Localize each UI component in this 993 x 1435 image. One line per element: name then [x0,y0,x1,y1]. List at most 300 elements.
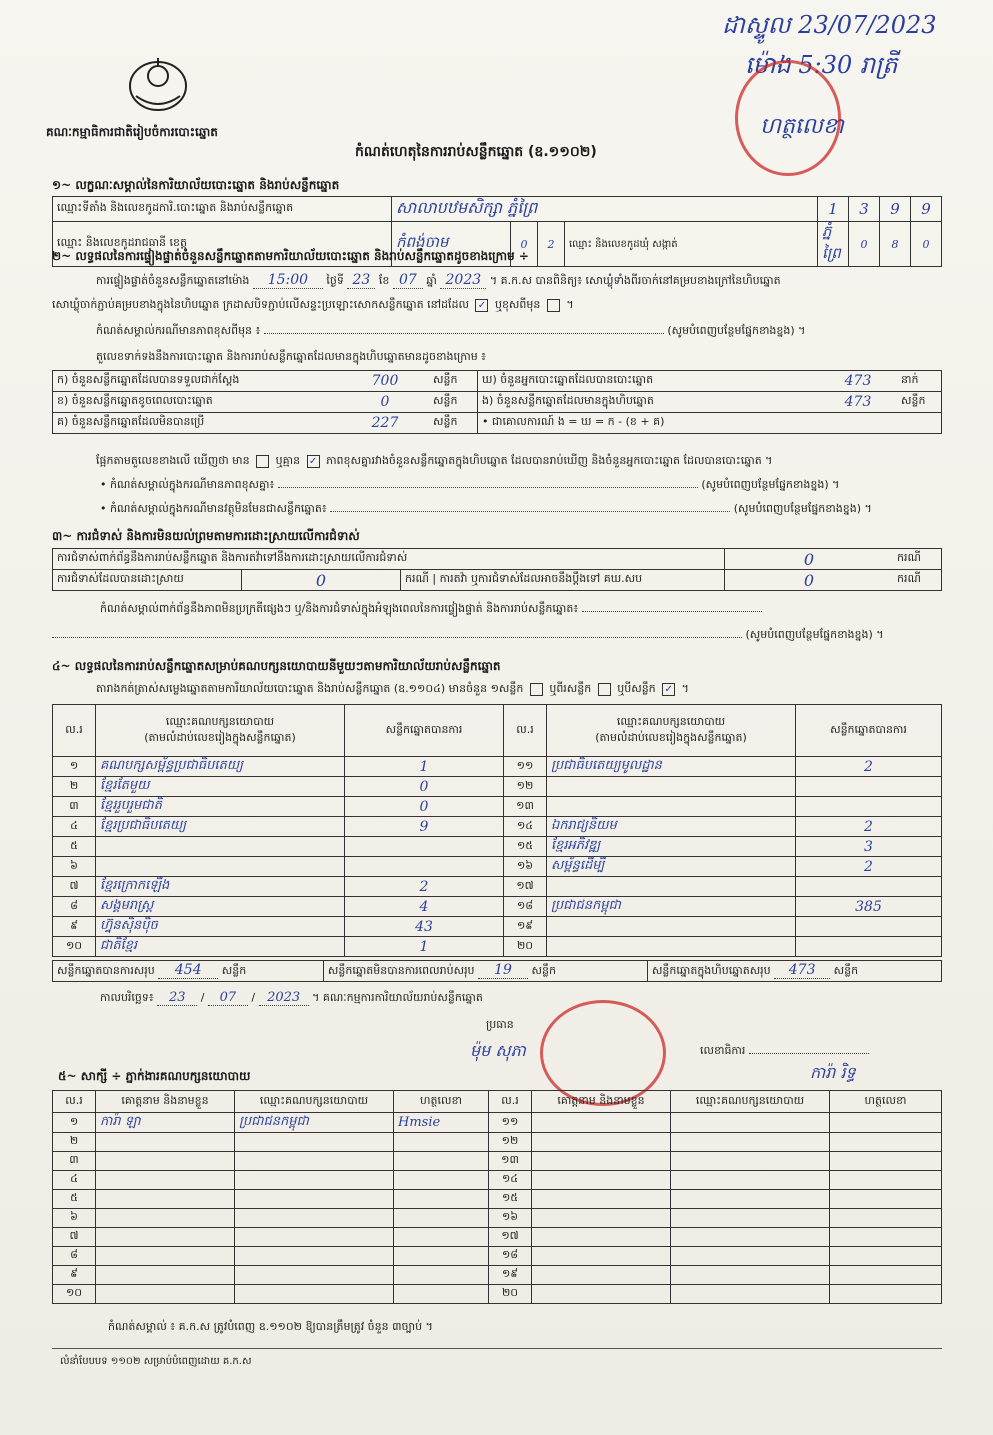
location-code-1: 1 [818,197,849,222]
footer-form-label: លំនាំបែបបទ ១១០២ សម្រាប់បំពេញដោយ គ.ក.ស [60,1356,252,1367]
section5-title: ៥~ សាក្សី ÷ ភ្នាក់ងារគណបក្សនយោបាយ [58,1069,251,1083]
witness-sign [394,1266,489,1285]
witness-no: ៨ [53,1247,96,1266]
witness-name [96,1266,235,1285]
figures-row [53,413,942,434]
result-votes-right [796,917,942,937]
result-no-right: ១៨ [504,897,547,917]
seal-text: សោឃ្លុំចាក់ភ្ជាប់គម្របខាងក្នុងនៃហិបឆ្នោត ក្រដាសបិទភ្ជាប់លើសន្ទះប្រឡោះសោកសន្លឹកឆ្នោត នៅដដែល [52,298,469,311]
two-sheet-label: ឬពីរសន្លឹក [549,682,592,695]
verification-day: 23 [347,272,375,289]
result-party-right [547,937,796,957]
witness-no: ៧ [53,1228,96,1247]
result-party-right [547,797,796,817]
total-valid-value: 454 [158,962,218,979]
witness-name-right [532,1228,671,1247]
witness-name-right [532,1190,671,1209]
secretary-label: លេខាធិការ [700,1044,746,1057]
result-no: ១០ [53,937,96,957]
date-label: កាលបរិច្ឆេទ៖ [100,991,154,1004]
verification-month: 07 [393,272,423,289]
footer-divider [52,1348,942,1349]
result-party-right: ឯករាជ្យនិយម [547,817,796,837]
complaints-label: ការជំទាស់ពាក់ព័ន្ធនឹងការរាប់សន្លឹកឆ្នោត និងការតវ៉ាទៅនឹងការដោះស្រាយលើការជំទាស់ [53,549,725,570]
result-row [53,837,942,857]
witness-no-right: ១៤ [489,1171,532,1190]
received-value: 700 [341,371,429,392]
total-valid-label: សន្លឹកឆ្នោតបានការសរុប [57,964,155,977]
witness-no-right: ១៩ [489,1266,532,1285]
w-col-name-right: គោត្តនាម និងនាមខ្លួន [532,1091,671,1113]
result-votes: 4 [345,897,504,917]
form-title: កំណត់ហេតុនៃការរាប់សន្លឹកឆ្នោត (ឧ.១១០២) [355,144,597,160]
witness-no: ៦ [53,1209,96,1228]
commune-code-2: 8 [880,222,911,267]
witness-party [235,1152,394,1171]
seal-note-field[interactable] [264,333,664,334]
witness-name-right [532,1209,671,1228]
witness-name [96,1190,235,1209]
witness-name-right [532,1152,671,1171]
figures-row [53,392,942,413]
result-party-right: ប្រជាជនកម្ពុជា [547,897,796,917]
result-party: ជាតិខ្មែរ [96,937,345,957]
result-votes-right: 385 [796,897,942,917]
witness-no: ៥ [53,1190,96,1209]
province-label: ឈ្មោះ និងលេខកូដរាជធានី ខេត្ត [53,222,392,267]
witness-party-right [671,1228,830,1247]
result-votes-right: 3 [796,837,942,857]
col-party-title: ឈ្មោះគណបក្សនយោបាយ [165,714,275,728]
total-valid [53,961,324,982]
witness-party-right [671,1266,830,1285]
seal-paragraph: សោឃ្លុំចាក់ភ្ជាប់គម្របខាងក្នុងនៃហិបឆ្នោត ក្រដាសបិទភ្ជាប់លើសន្ទះប្រឡោះសោកសន្លឹកឆ្នោត នៅដដែល ✓ ឬខុសពីមុន ។ [52,298,574,311]
corner-time-note: ម៉ោង 5:30 រាត្រី [745,51,898,79]
total-box-unit: សន្លឹក [833,964,859,977]
result-votes-right [796,877,942,897]
col-party-title-right: ឈ្មោះគណបក្សនយោបាយ [616,714,726,728]
resolved-value: 0 [242,570,401,591]
signature-date-line: កាលបរិច្ឆេទ៖ 23 / 07 / 2023 ។ គណៈកម្មការការិយាល័យរាប់សន្លឹកឆ្នោត [100,990,483,1005]
witness-table [52,1090,942,1304]
corner-signature: ហត្ថលេខា [760,114,844,139]
section4-title: ៤~ លទ្ធផលនៃការរាប់សន្លឹកឆ្នោតសម្រាប់គណបក្សនយោបាយនីមួយៗតាមការិយាល័យរាប់សន្លឹកឆ្នោត [52,659,501,673]
corner-receipt-note: ដាស្ទូល 23/07/2023 [722,11,937,39]
witness-sign: Hmsie [394,1113,489,1133]
result-no-right: ១៤ [504,817,547,837]
result-party: ខ្មែរក្រោកឡើង [96,877,345,897]
total-valid-unit: សន្លឹក [221,964,247,977]
witness-party-right [671,1285,830,1304]
section3-title: ៣~ ការជំទាស់ និងការមិនយល់ព្រមតាមការដោះស្រាយលើការជំទាស់ [52,529,360,543]
seal-note-line [96,324,942,340]
result-no: ១ [53,757,96,777]
figures-table [52,370,942,434]
witness-sign-right [830,1247,942,1266]
witness-sign [394,1190,489,1209]
col-votes: សន្លឹកឆ្នោតបានការ [345,705,504,757]
object-note-field[interactable] [330,511,730,512]
voters-unit: នាក់ [897,371,942,392]
verification-year: 2023 [440,272,486,289]
witness-row [53,1171,942,1190]
witness-row [53,1190,942,1209]
inbox-unit: សន្លឹក [897,392,942,413]
result-no: ៤ [53,817,96,837]
result-no-right: ១៥ [504,837,547,857]
secretary-name: ការ៉ា រិទ្ធ [810,1063,856,1082]
province-code-1: 0 [511,222,538,267]
result-no: ២ [53,777,96,797]
total-box [647,961,941,982]
seal-note-label: កំណត់សម្គាល់ករណីមានភាពខុសពីមុន ៖ [96,324,261,337]
witness-no-right: ១២ [489,1133,532,1152]
difference-note-field[interactable] [278,487,698,488]
result-votes [345,857,504,877]
w-col-no-right: ល.រ [489,1091,532,1113]
witness-party-right [671,1247,830,1266]
emblem-icon [122,52,194,114]
difference-note-label: • កំណត់សម្គាល់ក្នុងករណីមានភាពខុសគ្នា៖ [100,478,275,491]
witness-party-right [671,1190,830,1209]
result-votes [345,837,504,857]
unused-value: 227 [341,413,429,434]
witness-sign [394,1171,489,1190]
witness-name: ការ៉ា ឡា [96,1113,235,1133]
totals-table [52,960,942,982]
received-label: ក) ចំនួនសន្លឹកឆ្នោតដែលបានទទួលជាក់ស្តែង [53,371,342,392]
location-value: សាលាបឋមសិក្សា ភ្នំព្រៃ [392,197,818,222]
witness-party [235,1133,394,1152]
irregularity-note-line [100,602,942,618]
result-no-right: ១២ [504,777,547,797]
three-sheet-checkbox[interactable]: ✓ [662,683,675,696]
tally-intro: តារាងកត់ត្រាស់សម្លេងឆ្នោតតាមការិយាល័យបោះឆ្នោត និងរាប់សន្លឹកឆ្នោត (ឧ.១១០៤) មានចំនួន ១សន្លឹក [96,682,524,695]
section2-title: ២~ លទ្ធផលនៃការផ្ទៀងផ្ទាត់ចំនួនសន្លឹកឆ្នោតតាមការិយាល័យបោះឆ្នោត និងរាប់សន្លឹកឆ្នោតដូចខាងក្រោម ÷ [52,249,529,263]
result-no-right: ១៦ [504,857,547,877]
result-no-right: ១៣ [504,797,547,817]
para-check-text: ។ គ.ក.ស បានពិនិត្យ៖ សោឃ្លុំទាំងពីរចាក់នៅគម្របខាងក្រៅនៃហិបឆ្នោត [489,274,781,287]
witness-sign [394,1285,489,1304]
col-no: ល.រ [53,705,96,757]
witness-row [53,1228,942,1247]
w-col-party-right: ឈ្មោះគណបក្សនយោបាយ [671,1091,830,1113]
tally-sheets-line: តារាងកត់ត្រាស់សម្លេងឆ្នោតតាមការិយាល័យបោះឆ្នោត និងរាប់សន្លឹកឆ្នោត (ឧ.១១០៤) មានចំនួន ១សន្លឹក ឬពីរសន្លឹក ឬបីសន្លឹក ✓ ។ [96,682,689,695]
compare-line [96,454,946,470]
result-party: ខ្មែររួបរួមជាតិ [96,797,345,817]
result-no-right: ១១ [504,757,547,777]
w-col-party: ឈ្មោះគណបក្សនយោបាយ [235,1091,394,1113]
witness-no-right: ២០ [489,1285,532,1304]
secretary-signature[interactable] [749,1053,869,1054]
witness-row [53,1152,942,1171]
date-tail: ។ គណៈកម្មការការិយាល័យរាប់សន្លឹកឆ្នោត [312,991,483,1004]
result-no-right: ១៩ [504,917,547,937]
result-party-right [547,777,796,797]
witness-party-right [671,1152,830,1171]
witness-row [53,1133,942,1152]
witness-party [235,1190,394,1209]
witness-row [53,1266,942,1285]
witness-row [53,1113,942,1133]
witness-party [235,1285,394,1304]
witness-sign-right [830,1133,942,1152]
witness-no: ៤ [53,1171,96,1190]
date-month: 07 [208,990,248,1006]
result-votes: 0 [345,777,504,797]
result-votes: 1 [345,937,504,957]
two-sheet-checkbox[interactable] [598,683,611,696]
result-party: ខ្មែរប្រជាធិបតេយ្យ [96,817,345,837]
location-label: ឈ្មោះទីតាំង និងលេខកូដការិ.បោះឆ្នោត និងរាប់សន្លឹកឆ្នោត [53,197,392,222]
witness-party-right [671,1133,830,1152]
appeal-label: ករណី | ការតវ៉ា ឬការជំទាស់ដែលអាចនឹងប្តឹងទៅ គឃ.សប [401,570,725,591]
result-party-right: សម្ព័ន្ធដើម្បី [547,857,796,877]
witness-party [235,1209,394,1228]
witness-name [96,1133,235,1152]
witness-party-right [671,1171,830,1190]
result-no: ៦ [53,857,96,877]
result-party-right: ខ្មែរអភិវឌ្ឍ [547,837,796,857]
result-votes: 2 [345,877,504,897]
verification-time: 15:00 [253,272,323,289]
para-time-label: ការផ្ទៀងផ្ទាត់ចំនួនសន្លឹកឆ្នោតនៅម៉ោង [96,274,250,287]
result-party-right [547,917,796,937]
total-box-value: 473 [774,962,830,979]
witness-sign [394,1209,489,1228]
witness-row [53,1247,942,1266]
has-difference-checkbox[interactable] [256,455,269,468]
witness-no: ១០ [53,1285,96,1304]
result-row [53,937,942,957]
para-day-label: ថ្ងៃទី [326,274,344,287]
changed-label: ឬខុសពីមុន [494,298,541,311]
spoiled-value: 0 [341,392,429,413]
witness-no-right: ១៦ [489,1209,532,1228]
no-difference-checkbox[interactable]: ✓ [307,455,320,468]
spoiled-label: ខ) ចំនួនសន្លឹកឆ្នោតខូចពេលបោះឆ្នោត [53,392,342,413]
witness-no: ២ [53,1133,96,1152]
total-invalid [323,961,647,982]
compare-text: ភាពខុសគ្នារវាងចំនួនសន្លឹកឆ្នោតក្នុងហិបឆ្នោត ដែលបានរាប់ឃើញ និងចំនួនអ្នកបោះឆ្នោត ដែលបានបោះឆ្នោត ។ [326,454,773,467]
results-table [52,704,942,957]
compare-none-label: ឬគ្មាន [275,454,301,467]
witness-name-right [532,1285,671,1304]
col-party-right [547,705,796,757]
result-no-right: ២០ [504,937,547,957]
irregularity-note-field2[interactable] [52,637,742,638]
result-row [53,777,942,797]
result-row [53,897,942,917]
result-no: ៧ [53,877,96,897]
resolved-label: ការជំទាស់ដែលបានដោះស្រាយ [53,570,242,591]
col-votes-right: សន្លឹកឆ្នោតបានការ [796,705,942,757]
three-sheet-label: ឬបីសន្លឹក [617,682,656,695]
result-party: សង្គមរាស្ត្រ [96,897,345,917]
witness-party-right [671,1209,830,1228]
para-month-label: ខែ [378,274,390,287]
witness-name [96,1171,235,1190]
spoiled-unit: សន្លឹក [429,392,478,413]
witness-name [96,1285,235,1304]
witness-name [96,1152,235,1171]
object-note-label: • កំណត់សម្គាល់ក្នុងករណីមានវត្ថុមិនមែនជាសន្លឹកឆ្នោត៖ [100,502,327,515]
complaints-value: 0 [725,549,894,570]
witness-name [96,1209,235,1228]
verification-paragraph [96,272,946,290]
witness-sign [394,1247,489,1266]
result-no: ៩ [53,917,96,937]
witness-party [235,1171,394,1190]
witness-no-right: ១១ [489,1113,532,1133]
result-party: ហ្វ៊ុនស៊ិនប៉ិច [96,917,345,937]
inbox-value: 473 [819,392,897,413]
col-party-sub: (តាមលំដាប់លេខរៀងក្នុងសន្លឹកឆ្នោត) [144,730,296,744]
total-invalid-unit: សន្លឹក [531,964,556,977]
witness-sign-right [830,1266,942,1285]
result-votes-right: 2 [796,817,942,837]
result-row [53,797,942,817]
date-year: 2023 [259,990,309,1006]
witness-name-right [532,1247,671,1266]
result-party-right: ប្រជាធិបតេយ្យមូលដ្ឋាន [547,757,796,777]
official-stamp [735,60,841,176]
w-col-sign-right: ហត្ថលេខា [830,1091,942,1113]
result-votes-right: 2 [796,757,942,777]
complaints-unit: ករណី [893,549,942,570]
witness-name-right [532,1113,671,1133]
commune-code-3: 0 [911,222,942,267]
compare-has-label: ផ្អែកតាមតួលេខខាងលើ ឃើញថា មាន [96,454,250,467]
result-party: ខ្មែរតែមួយ [96,777,345,797]
irregularity-note-field[interactable] [582,611,762,612]
witness-no: ៩ [53,1266,96,1285]
voters-value: 473 [819,371,897,392]
result-party-right [547,877,796,897]
result-party [96,857,345,877]
total-box-label: សន្លឹកឆ្នោតក្នុងហិបឆ្នោតសរុប [651,964,771,977]
irregularity-note-hint: (សូមបំពេញបន្ថែមផ្នែកខាងខ្នង) ។ [745,628,884,641]
irregularity-note-label: កំណត់សម្គាល់ពាក់ព័ន្ធនឹងភាពមិនប្រក្រតីផ្សេងៗ ឬ/និងការជំទាស់ក្នុងអំឡុងពេលនៃការផ្ទៀងផ្ទាត់ និងការរាប់សន្លឹកឆ្នោត៖ [100,602,579,615]
seal-note-hint: (សូមបំពេញបន្ថែមផ្នែកខាងខ្នង) ។ [667,324,806,337]
witness-no-right: ១៨ [489,1247,532,1266]
witness-sign-right [830,1113,942,1133]
appeal-value: 0 [725,570,894,591]
one-sheet-checkbox[interactable] [530,683,543,696]
witness-no: ៣ [53,1152,96,1171]
witness-no: ១ [53,1113,96,1133]
date-day: 23 [157,990,197,1006]
witness-name [96,1228,235,1247]
result-votes: 43 [345,917,504,937]
para-year-label: ឆ្នាំ [426,274,437,287]
committee-name: គណៈកម្មាធិការជាតិរៀបចំការបោះឆ្នោត [46,125,218,139]
witness-sign-right [830,1209,942,1228]
object-note-hint: (សូមបំពេញបន្ថែមផ្នែកខាងខ្នង) ។ [733,502,872,515]
witness-row [53,1285,942,1304]
figures-row [53,371,942,392]
footer-note: កំណត់សម្គាល់ ៖ គ.ក.ស ត្រូវបំពេញ ឧ.១១០២ ឱ្យបានត្រឹមត្រូវ ចំនួន ៣ច្បាប់ ។ [108,1320,433,1333]
result-row [53,757,942,777]
result-votes-right [796,797,942,817]
result-row [53,817,942,837]
result-votes-right [796,937,942,957]
unused-label: គ) ចំនួនសន្លឹកឆ្នោតដែលមិនបានប្រើ [53,413,342,434]
result-votes-right [796,777,942,797]
commune-value: ភ្នំព្រៃ [818,222,849,267]
province-value: កំពង់ចាម [392,222,511,267]
formula-text: • ជាគោលការណ៍ ង = ឃ = ក - (ខ + គ) [478,413,942,434]
result-votes: 1 [345,757,504,777]
section1-title: ១~ លក្ខណៈសម្គាល់នៃការិយាល័យបោះឆ្នោត និងរាប់សន្លឹកឆ្នោត [52,178,340,192]
commune-label: ឈ្មោះ និងលេខកូដឃុំ សង្កាត់ [565,222,818,267]
total-invalid-label: សន្លឹកឆ្នោតមិនបានការពេលរាប់សរុប [327,964,475,977]
result-party [96,837,345,857]
changed-checkbox[interactable] [547,299,560,312]
figures-intro: តួលេខទាក់ទងនឹងការបោះឆ្នោត និងការរាប់សន្លឹកឆ្នោតដែលមានក្នុងហិបឆ្នោតមានដូចខាងក្រោម ៖ [96,350,487,363]
w-col-sign: ហត្ថលេខា [394,1091,489,1113]
witness-sign [394,1133,489,1152]
witness-sign [394,1228,489,1247]
result-party: គណបក្សសម្ព័ន្ធប្រជាធិបតេយ្យ [96,757,345,777]
result-no: ៨ [53,897,96,917]
witness-name-right [532,1133,671,1152]
location-code-2: 3 [849,197,880,222]
witness-party-right [671,1113,830,1133]
w-col-name: គោត្តនាម និងនាមខ្លួន [96,1091,235,1113]
difference-note-line [100,478,946,494]
complaints-table [52,548,942,591]
result-votes: 0 [345,797,504,817]
same-checkbox[interactable]: ✓ [475,299,488,312]
result-votes-right: 2 [796,857,942,877]
col-no-right: ល.រ [504,705,547,757]
witness-sign-right [830,1285,942,1304]
irregularity-note-line2 [52,628,942,644]
witness-name-right [532,1266,671,1285]
appeal-text: ការតវ៉ា ឬការជំទាស់ដែលអាចនឹងប្តឹងទៅ គឃ.សប [439,572,643,585]
result-row [53,857,942,877]
witness-sign-right [830,1228,942,1247]
witness-party [235,1266,394,1285]
total-invalid-value: 19 [478,962,528,979]
result-no: ៣ [53,797,96,817]
object-note-line [100,502,946,518]
secretary-line [700,1044,869,1060]
witness-row [53,1209,942,1228]
witness-sign [394,1152,489,1171]
witness-no-right: ១៣ [489,1152,532,1171]
witness-sign-right [830,1152,942,1171]
chief-label: ប្រធាន [486,1018,514,1031]
unused-unit: សន្លឹក [429,413,478,434]
result-row [53,877,942,897]
commune-code-1: 0 [849,222,880,267]
result-no: ៥ [53,837,96,857]
witness-party [235,1228,394,1247]
witness-no-right: ១៥ [489,1190,532,1209]
inbox-label: ង) ចំនួនសន្លឹកឆ្នោតដែលមានក្នុងហិបឆ្នោត [478,392,820,413]
witness-name [96,1247,235,1266]
result-row [53,917,942,937]
col-party-sub-right: (តាមលំដាប់លេខរៀងក្នុងសន្លឹកឆ្នោត) [595,730,747,744]
witness-sign-right [830,1171,942,1190]
witness-name-right [532,1171,671,1190]
location-code-3: 9 [880,197,911,222]
location-code-4: 9 [911,197,942,222]
witness-sign-right [830,1190,942,1209]
col-party [96,705,345,757]
